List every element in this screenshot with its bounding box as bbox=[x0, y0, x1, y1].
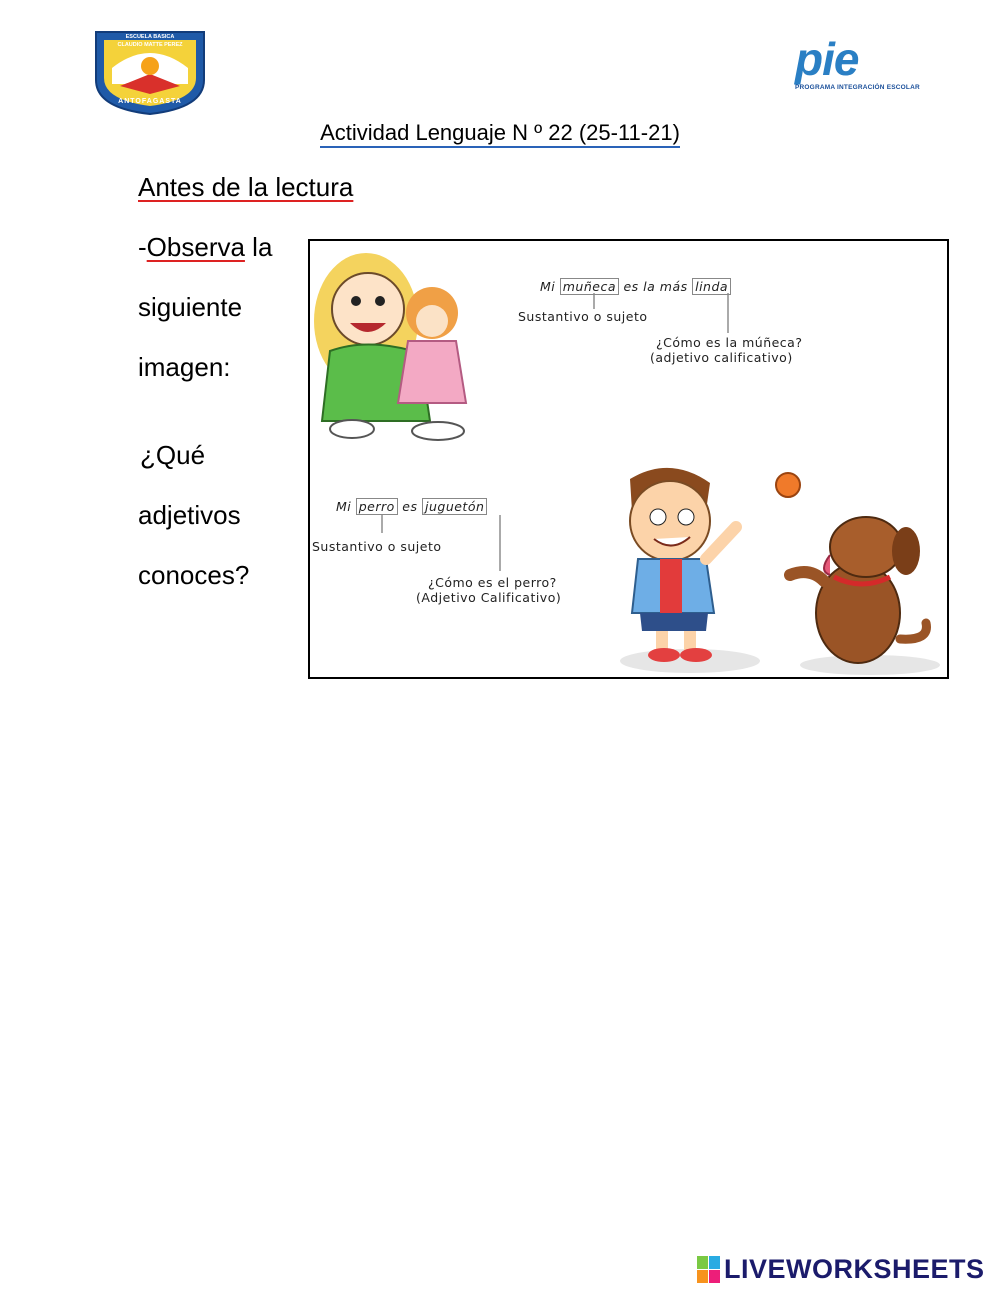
section-heading-text: Antes de la lectura bbox=[138, 172, 354, 202]
instruction-line3: imagen: bbox=[138, 352, 231, 382]
instruction-observe-word: Observa bbox=[146, 232, 245, 262]
example1-word-mi: Mi bbox=[540, 279, 556, 294]
illustration-panel bbox=[308, 239, 949, 679]
instruction-rest: la bbox=[244, 232, 273, 262]
example1-adjective-box: linda bbox=[692, 278, 731, 295]
example2-noun-box: perro bbox=[356, 498, 398, 515]
example2-middle: es bbox=[402, 499, 418, 514]
question-line3: conoces? bbox=[138, 560, 250, 590]
liveworksheets-brand[interactable]: LIVEWORKSHEETS bbox=[724, 1254, 985, 1284]
example2-adjective-label: (Adjetivo Calificativo) bbox=[416, 590, 562, 605]
question-line1: ¿Qué bbox=[140, 440, 206, 470]
illustration-drawing bbox=[310, 241, 947, 677]
example1-middle: es la más bbox=[623, 279, 688, 294]
school-city: ANTOFAGASTA bbox=[118, 98, 182, 105]
school-name-line1: ESCUELA BASICA bbox=[125, 34, 175, 40]
school-name-line2: CLAUDIO MATTE PEREZ bbox=[117, 42, 183, 48]
example2-adjective-box: juguetón bbox=[422, 498, 487, 515]
example1-noun-label: Sustantivo o sujeto bbox=[518, 309, 648, 324]
question-line2: adjetivos bbox=[138, 500, 241, 530]
example2-word-mi: Mi bbox=[336, 499, 352, 514]
instruction-line2: siguiente bbox=[138, 292, 243, 322]
example2-sentence bbox=[336, 499, 487, 514]
example2-noun-label: Sustantivo o sujeto bbox=[312, 539, 442, 554]
pie-logo-word: pie bbox=[795, 33, 859, 85]
example1-adjective-label: (adjetivo calificativo) bbox=[650, 350, 793, 365]
example2-adjective-question: ¿Cómo es el perro? bbox=[428, 575, 557, 590]
liveworksheets-logo-icon bbox=[697, 1256, 721, 1284]
example1-sentence bbox=[540, 279, 731, 294]
girl-with-doll-illustration bbox=[314, 253, 466, 440]
pie-logo-subtitle: PROGRAMA INTEGRACIÓN ESCOLAR bbox=[795, 84, 920, 91]
instruction-line1 bbox=[138, 232, 272, 263]
dog-illustration bbox=[790, 517, 926, 663]
example1-adjective-question: ¿Cómo es la múñeca? bbox=[656, 335, 803, 350]
example1-noun-box: muñeca bbox=[560, 278, 619, 295]
instruction-prefix: - bbox=[138, 232, 147, 262]
activity-title-text: Actividad Lenguaje N º 22 (25-11-21) bbox=[320, 120, 680, 148]
activity-title bbox=[0, 120, 1000, 146]
school-logo bbox=[90, 28, 210, 116]
section-heading bbox=[138, 172, 353, 203]
